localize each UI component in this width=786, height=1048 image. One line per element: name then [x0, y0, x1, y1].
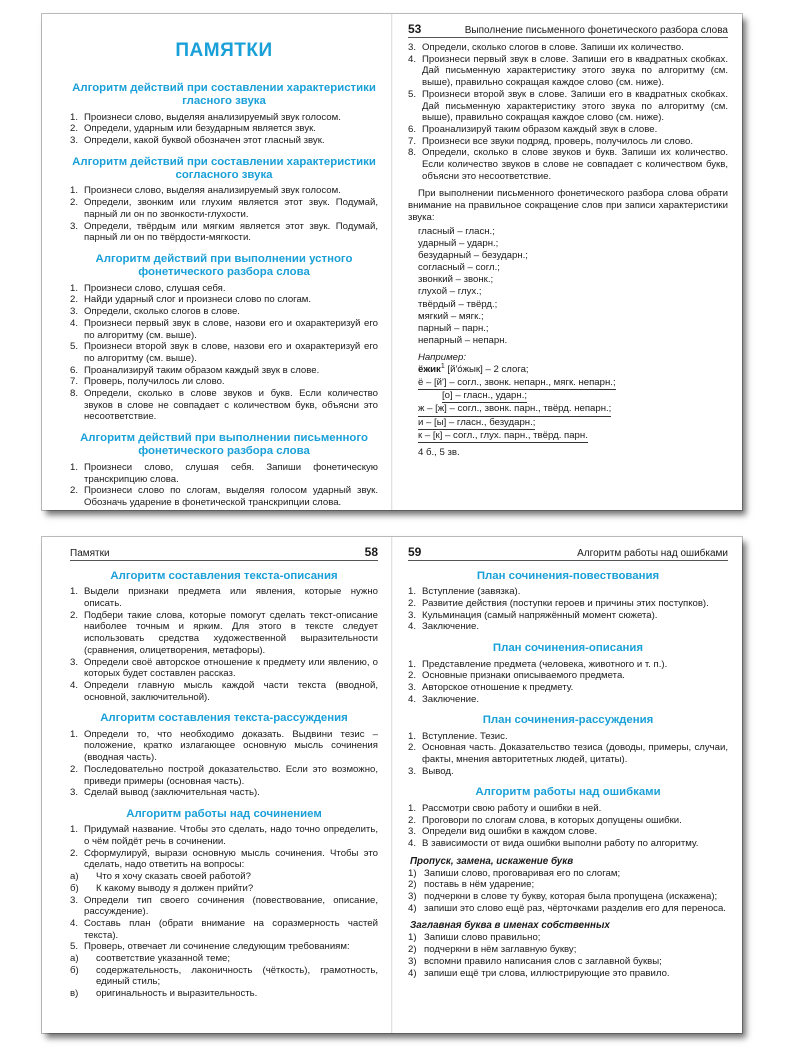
list-item	[70, 221, 378, 244]
item-text: оригинальность и выразительность.	[96, 988, 258, 1000]
list-item	[70, 680, 378, 703]
list-item	[70, 135, 378, 147]
list-item	[70, 123, 378, 135]
list-item	[408, 54, 728, 89]
item-number: 2.	[70, 294, 79, 306]
example-line: ё – [й'] – согл., звонк. непарн., мягк. непарн.;	[408, 377, 728, 390]
item-number: 3)	[408, 891, 417, 903]
numbered-list	[408, 803, 728, 850]
item-number: 4)	[408, 902, 417, 914]
abbreviation-line: глухой – глух.;	[418, 286, 482, 298]
item-number: 2.	[408, 742, 417, 754]
item-number: 3.	[70, 787, 79, 799]
abbreviation-list	[408, 226, 728, 348]
abbreviation-line: ударный – ударн.;	[418, 237, 499, 249]
running-header	[70, 545, 378, 561]
abbreviation-line: мягкий – мягк.;	[418, 310, 484, 322]
item-text: соответствие указанной теме;	[96, 953, 231, 965]
item-number: 8.	[70, 388, 79, 400]
item-text: Вступление (завязка).	[422, 586, 521, 598]
item-text: Произнеси слово по слогам, выделяя голосом ударный звук. Обозначь ударение в фонетической транскрипции слова.	[84, 485, 378, 508]
item-number: 1.	[70, 728, 79, 740]
example-transcription: [й'óжык] – 2 слога;	[444, 364, 529, 376]
item-text: Последовательно построй доказательство. Если это возможно, приведи примеры (основная часть).	[84, 763, 378, 787]
list-item	[408, 42, 728, 54]
item-number: 2.	[70, 197, 79, 209]
item-number: 3.	[408, 765, 417, 777]
item-text: Сделай вывод (заключительная часть).	[84, 787, 260, 799]
list-item	[408, 731, 728, 743]
item-text: Составь план (обрати внимание на соразмерность частей текста).	[84, 917, 378, 941]
item-text: Проанализируй таким образом каждый звук в слове.	[422, 123, 658, 135]
item-number: 1.	[408, 802, 417, 814]
item-number: а)	[70, 953, 79, 965]
list-item	[408, 621, 728, 633]
numbered-list	[408, 731, 728, 778]
abbreviation-line: парный – парн.;	[418, 322, 489, 334]
item-number: 1.	[70, 586, 79, 598]
item-text: Рассмотри свою работу и ошибки в ней.	[422, 802, 602, 814]
item-text: Произнеси первый звук в слове, назови его и охарактеризуй его по алгоритму (см. выше).	[84, 317, 378, 341]
example-line: ж – [ж] – согл., звонк. парн., твёрд. непарн.;	[408, 403, 728, 416]
item-text: Проверь, получилось ли слово.	[84, 376, 225, 388]
section-heading: Алгоритм составления текста-рассуждения	[100, 712, 348, 725]
item-text: Представление предмета (человека, животного и т. п.).	[422, 658, 668, 670]
section-heading: Алгоритм работы над ошибками	[475, 786, 661, 799]
example-total: 4 б., 5 зв.	[418, 447, 460, 459]
item-number: 1.	[70, 111, 79, 123]
list-item	[70, 306, 378, 318]
item-text: Определи то, что необходимо доказать. Выдвини тезис – положение, кратко излагающее основную мысль сочинения (вводная часть).	[84, 728, 378, 764]
item-text: содержательность, лаконичность (чёткость), грамотность, единый стиль;	[96, 964, 378, 988]
bottom-spread	[42, 537, 742, 1033]
list-item	[70, 197, 378, 220]
list-item	[70, 485, 378, 508]
abbreviation-line: звонкий – звонк.;	[418, 274, 494, 286]
item-number: 1.	[408, 730, 417, 742]
numbered-list	[70, 895, 378, 954]
list-item	[70, 388, 378, 423]
numbered-list	[408, 659, 728, 706]
numbered-list	[408, 42, 728, 182]
item-number: 4.	[408, 837, 417, 849]
example-line: и – [ы] – гласн., безударн.;	[408, 417, 728, 430]
item-text: Заключение.	[422, 621, 480, 633]
item-text: Определи, сколько слогов в слове.	[84, 306, 240, 318]
section-heading: План сочинения-рассуждения	[482, 714, 654, 727]
item-text: Придумай название. Чтобы это сделать, надо точно определить, о чём пойдёт речь в сочинении.	[84, 824, 378, 847]
list-item	[70, 871, 378, 883]
list-item	[70, 341, 378, 364]
list-item	[408, 147, 728, 182]
running-header	[408, 545, 728, 561]
section-heading: Алгоритм составления текста-описания	[110, 570, 338, 582]
item-number: 2.	[408, 670, 417, 682]
subsection-heading: Пропуск, замена, искажение букв	[410, 855, 574, 867]
item-text: Заключение.	[422, 693, 480, 705]
abbreviation-line: непарный – непарн.	[418, 335, 508, 347]
page-52	[42, 14, 392, 510]
list-item	[408, 670, 728, 682]
list-item	[70, 365, 378, 377]
item-number: 5.	[70, 341, 79, 353]
item-text: подчеркни в слове ту букву, которая была пропущена (искажена);	[424, 891, 718, 903]
item-number: 2)	[408, 944, 417, 956]
list-item	[408, 868, 728, 880]
item-text: Произнеси второй звук в слове. Запиши его в квадратных скобках. Дай письменную характеристику этого звука по алгоритму (см. выше), правильно сокращая каждое слово (см. ниже).	[422, 88, 728, 124]
item-text: поставь в нём ударение;	[424, 879, 535, 891]
list-item	[408, 694, 728, 706]
list-item	[408, 826, 728, 838]
item-number: 2.	[70, 763, 79, 775]
page-59	[392, 537, 742, 1033]
item-number: 1.	[70, 461, 79, 473]
section-heading: Алгоритм действий при выполнении письменного фонетического разбора слова	[80, 432, 368, 458]
list-item	[408, 682, 728, 694]
item-text: запиши это слово ещё раз, чёрточками разделив его для переноса.	[424, 902, 726, 914]
item-text: Проанализируй таким образом каждый звук в слове.	[84, 364, 320, 376]
item-number: 4.	[70, 317, 79, 329]
item-number: 1.	[408, 658, 417, 670]
item-text: Запиши слово, проговаривая его по слогам;	[424, 867, 621, 879]
running-title: Памятки	[70, 548, 110, 559]
item-number: 2.	[70, 485, 79, 497]
lettered-list	[70, 871, 378, 894]
numbered-list	[70, 462, 378, 509]
item-number: 1.	[70, 824, 79, 836]
list-item	[70, 895, 378, 918]
item-text: Авторское отношение к предмету.	[422, 681, 574, 693]
item-text: Определи главную мысль каждой части текста (вводной, основной, заключительной).	[84, 679, 378, 703]
numbered-list	[408, 868, 728, 915]
numbered-list	[70, 112, 378, 147]
item-text: Определи своё авторское отношение к предмету или явлению, о которых будет составлен рассказ.	[84, 656, 378, 680]
page-number: 59	[408, 545, 422, 559]
list-item	[408, 891, 728, 903]
item-number: 3.	[408, 42, 417, 53]
example-first-line	[408, 363, 728, 376]
list-item	[70, 787, 378, 799]
numbered-list	[70, 824, 378, 871]
running-title: Алгоритм работы над ошибками	[577, 548, 728, 559]
list-item	[70, 824, 378, 847]
list-item	[70, 294, 378, 306]
section-heading: План сочинения-описания	[492, 642, 644, 655]
item-number: 4.	[408, 621, 417, 633]
running-title: Выполнение письменного фонетического разбора слова	[464, 25, 728, 36]
item-text: Определи, твёрдым или мягким является этот звук. Подумай, парный ли он по твёрдости-мягкости.	[84, 220, 378, 244]
item-text: Произнеси слово, выделяя анализируемый звук голосом.	[84, 111, 341, 123]
list-item	[70, 953, 378, 965]
abbreviation-line: согласный – согл.;	[418, 262, 500, 274]
item-text: Определи, сколько в слове звуков и букв. Если количество звуков в слове не совпадает с количеством букв, объясни это несоответствие.	[84, 388, 378, 423]
list-item	[408, 610, 728, 622]
item-number: б)	[70, 882, 79, 894]
list-item	[70, 848, 378, 871]
numbered-list	[408, 586, 728, 633]
item-number: 3.	[70, 306, 79, 318]
item-number: 8.	[408, 147, 417, 159]
item-text: подчеркни в нём заглавную букву;	[424, 944, 577, 956]
list-item	[408, 968, 728, 980]
page-53	[392, 14, 742, 510]
footnote-mark: 1	[440, 363, 445, 371]
list-item	[408, 659, 728, 671]
item-text: Произнеси слово, слушая себя.	[84, 282, 226, 294]
item-number: 3.	[408, 681, 417, 693]
item-number: 2)	[408, 879, 417, 891]
section-heading: Алгоритм действий при составлении характеристики согласного звука	[72, 155, 376, 182]
section-heading: Алгоритм действий при выполнении устного фонетического разбора слова	[95, 253, 353, 279]
item-number: 7.	[70, 376, 79, 388]
item-text: запиши ещё три слова, иллюстрирующие это правило.	[424, 967, 670, 979]
item-number: 1)	[408, 932, 417, 944]
item-number: 4.	[408, 53, 417, 65]
item-number: 3.	[70, 656, 79, 668]
item-text: Вступление. Тезис.	[422, 730, 508, 742]
item-number: 3)	[408, 955, 417, 967]
list-item	[408, 124, 728, 136]
item-text: Найди ударный слог и произнеси слово по слогам.	[84, 294, 312, 306]
item-number: 4)	[408, 967, 417, 979]
example-line: к – [к] – согл., глух. парн., твёрд. парн.	[408, 430, 728, 443]
list-item	[408, 838, 728, 850]
subsection-heading: Заглавная буква в именах собственных	[410, 920, 610, 932]
page-number: 53	[408, 22, 422, 36]
list-item	[70, 462, 378, 485]
list-item	[408, 815, 728, 827]
item-text: Определи вид ошибки в каждом слове.	[422, 826, 598, 838]
list-item	[70, 657, 378, 680]
numbered-list	[408, 932, 728, 979]
list-item	[408, 598, 728, 610]
item-text: Произнеси слово, выделяя анализируемый звук голосом.	[84, 185, 341, 197]
running-header	[408, 22, 728, 38]
list-item	[408, 932, 728, 944]
item-text: Развитие действия (поступки героев и причины этих поступков).	[422, 598, 709, 610]
abbreviation-line: безударный – безударн.;	[418, 249, 528, 261]
numbered-list	[70, 185, 378, 244]
section-heading: Алгоритм работы над сочинением	[126, 807, 322, 820]
list-item	[408, 903, 728, 915]
list-item	[70, 283, 378, 295]
item-text: Произнеси все звуки подряд, проверь, получилось ли слово.	[422, 135, 694, 147]
item-text: Кульминация (самый напряжённый момент сюжета).	[422, 609, 658, 621]
item-text: Определи, сколько в слове звуков и букв. Запиши их количество. Если количество звуков в слове не совпадает с количеством букв, объясни это несоответствие.	[422, 147, 728, 182]
item-text: Проговори по слогам слова, в которых допущены ошибки.	[422, 814, 682, 826]
list-item	[408, 879, 728, 891]
list-item	[70, 318, 378, 341]
item-text: Основная часть. Доказательство тезиса (доводы, примеры, случаи, факты, мнения авторитетных людей, цитаты).	[422, 742, 728, 766]
item-text: Проверь, отвечает ли сочинение следующим требованиям:	[84, 941, 350, 953]
list-item	[408, 742, 728, 765]
item-text: Выдели признаки предмета или явления, которые нужно описать.	[84, 586, 378, 610]
numbered-list	[70, 283, 378, 423]
item-number: 2.	[70, 847, 79, 859]
item-number: 2.	[70, 123, 79, 135]
list-item	[70, 918, 378, 941]
item-text: Произнеси первый звук в слове. Запиши его в квадратных скобках. Дай письменную характеристику этого звука по алгоритму (см. выше), правильно сокращая каждое слово (см. ниже).	[422, 53, 728, 89]
item-number: 2.	[408, 598, 417, 610]
list-item	[70, 610, 378, 657]
list-item	[70, 586, 378, 609]
item-number: 4.	[70, 917, 79, 929]
item-text: Запиши слово правильно;	[424, 932, 541, 944]
list-item	[70, 764, 378, 787]
item-number: 1.	[70, 282, 79, 294]
item-text: Сформулируй, вырази основную мысль сочинения. Чтобы это сделать, надо ответить на вопросы:	[84, 847, 378, 871]
page-title: ПАМЯТКИ	[175, 40, 273, 61]
item-number: 2.	[408, 814, 417, 826]
list-item	[408, 89, 728, 124]
example-word: ёжик	[418, 364, 441, 376]
list-item	[70, 185, 378, 197]
list-item	[408, 956, 728, 968]
item-number: б)	[70, 964, 79, 976]
list-item	[408, 944, 728, 956]
example-heading: Например:	[418, 352, 467, 364]
item-number: 6.	[70, 364, 79, 376]
example-line: [о] – гласн., ударн.;	[408, 390, 728, 403]
item-text: Определи, ударным или безударным является звук.	[84, 123, 316, 135]
item-number: 5.	[70, 941, 79, 953]
item-number: 3.	[70, 220, 79, 232]
item-number: 3.	[408, 826, 417, 838]
list-item	[70, 376, 378, 388]
list-item	[70, 988, 378, 1000]
paragraph: При выполнении письменного фонетического разбора слова обрати внимание на правильное сокращение слов при записи характеристики звука:	[408, 188, 728, 223]
item-text: Определи, сколько слогов в слове. Запиши их количество.	[422, 42, 684, 53]
lettered-list	[70, 953, 378, 1000]
item-number: 2.	[70, 609, 79, 621]
item-text: Вывод.	[422, 765, 454, 777]
item-text: Определи тип своего сочинения (повествование, описание, рассуждение).	[84, 894, 378, 918]
section-heading: Алгоритм действий при составлении характеристики гласного звука	[72, 82, 376, 108]
item-number: 4.	[70, 679, 79, 691]
page-58	[42, 537, 392, 1033]
item-text: Произнеси слово, слушая себя. Запиши фонетическую транскрипцию слова.	[84, 461, 378, 485]
list-item	[408, 586, 728, 598]
item-number: 1.	[408, 586, 417, 598]
list-item	[408, 136, 728, 148]
item-text: Основные признаки описываемого предмета.	[422, 670, 625, 682]
item-number: а)	[70, 871, 79, 883]
numbered-list	[70, 586, 378, 703]
item-number: 3.	[70, 135, 79, 147]
item-text: К какому выводу я должен прийти?	[96, 882, 254, 894]
list-item	[70, 883, 378, 895]
item-number: 1)	[408, 867, 417, 879]
list-item	[408, 803, 728, 815]
item-number: 7.	[408, 135, 417, 147]
item-text: Определи, какой буквой обозначен этот гласный звук.	[84, 135, 325, 147]
item-text: Произнеси второй звук в слове, назови его и охарактеризуй его по алгоритму (см. выше).	[84, 341, 378, 364]
item-number: 3.	[70, 894, 79, 906]
item-number: 4.	[408, 693, 417, 705]
abbreviation-line: твёрдый – твёрд.;	[418, 298, 498, 310]
top-spread	[42, 14, 742, 510]
item-text: Определи, звонким или глухим является этот звук. Подумай, парный ли он по звонкости-глухости.	[84, 197, 378, 220]
item-number: 1.	[70, 185, 79, 197]
section-heading: План сочинения-повествования	[476, 570, 660, 582]
list-item	[70, 112, 378, 124]
item-text: вспомни правило написания слов с заглавной буквы;	[424, 955, 662, 967]
item-text: Подбери такие слова, которые помогут сделать текст-описание наиболее точным и ярким. Для этого в тексте следует использовать средства художественной выразительности (сравнения, олицетворения, метафоры).	[84, 609, 378, 656]
numbered-list	[70, 729, 378, 799]
list-item	[70, 729, 378, 764]
item-number: 6.	[408, 123, 417, 135]
abbreviation-line: гласный – гласн.;	[418, 225, 495, 237]
list-item	[70, 941, 378, 953]
list-item	[408, 766, 728, 778]
item-text: Что я хочу сказать своей работой?	[96, 871, 251, 883]
item-number: 3.	[408, 609, 417, 621]
item-text: В зависимости от вида ошибки выполни работу по алгоритму.	[422, 837, 699, 849]
item-number: в)	[70, 988, 79, 1000]
list-item	[70, 965, 378, 988]
item-number: 5.	[408, 88, 417, 100]
page-number: 58	[364, 545, 378, 559]
